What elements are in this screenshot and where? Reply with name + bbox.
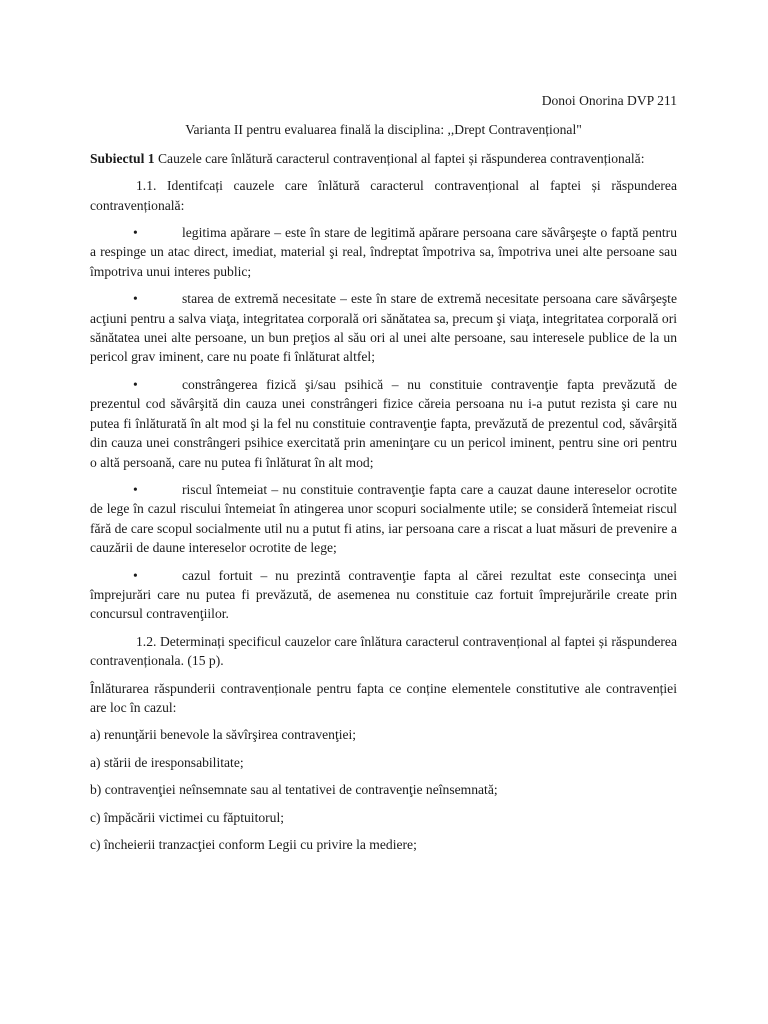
- bullet-icon: •: [133, 376, 138, 392]
- intro-paragraph: Înlăturarea răspunderii contravenționale pentru fapta ce conține elementele constitutive ale contravenției are loc în cazul:: [90, 680, 677, 715]
- case-item: a) stării de iresponsabilitate;: [90, 754, 244, 770]
- bullet-icon: •: [133, 481, 138, 497]
- case-item: a) renunţării benevole la săvîrşirea contravenţiei;: [90, 727, 357, 743]
- subject-label: Subiectul 1: [90, 150, 155, 166]
- subject-text: Cauzele care înlătură caracterul contravențional al faptei și răspunderea contravențională:: [154, 150, 645, 166]
- bullet-icon: •: [133, 291, 138, 307]
- case-item: c) împăcării victimei cu făptuitorul;: [90, 809, 285, 825]
- list-item: [90, 289, 677, 367]
- document-title: Varianta II pentru evaluarea finală la disciplina: ,,Drept Contravențional": [185, 122, 582, 138]
- question-1-1: 1.1. Identifcați cauzele care înlătură caracterul contravențional al faptei și răspunderea contravențională:: [90, 178, 677, 213]
- list-item: [90, 223, 677, 281]
- bullet-text: riscul întemeiat – nu constituie contravenţie fapta care a cauzat daune intereselor ocrotite de lege în cazul riscului întemeiat în atingerea unor scopuri socialmente utile; se consideră întemeiat riscul fără de care scopul socialmente util nu a putut fi atins, iar persoana care a riscat a luat măsuri de prevenire a cauzării de daune intereselor ocrotite de lege;: [90, 481, 677, 556]
- subject-heading: [90, 149, 677, 168]
- bullet-icon: •: [133, 225, 138, 241]
- bullet-text: starea de extremă necesitate – este în stare de extremă necesitate persoana care săvârşeşte acţiuni pentru a salva viaţa, integritatea corporală ori sănătatea sa, precum şi viaţa, integritatea corporală ori sănătatea unei alte persoane, un bun preţios al său ori al unei alte persoane, sau interesele publice de la un pericol grav iminent, care nu poate fi înlăturat altfel;: [90, 291, 677, 365]
- author-line: Donoi Onorina DVP 211: [541, 93, 677, 108]
- list-item: [90, 480, 677, 558]
- question-1-2: 1.2. Determinați specificul cauzelor care înlătura caracterul contravențional al faptei și răspunderea contravenționala. (15 p).: [90, 633, 677, 669]
- list-item: [90, 375, 677, 472]
- bullet-icon: •: [133, 567, 138, 583]
- bullet-text: constrângerea fizică şi/sau psihică – nu constituie contravenţie fapta prevăzută de prezentul cod săvârşită din cauza unei constrângeri fizice căreia persoana nu i-a putut rezista şi care nu putea fi înlăturată în alt mod şi la fel nu constituie contravenţie fapta, prevăzută de prezentul cod, săvârşită din cauza unei constrângeri psihice exercitată prin ameninţare cu un pericol iminent, pentru sine ori pentru o altă persoană, care nu putea fi înlăturat în alt mod;: [90, 376, 677, 470]
- bullet-text: legitima apărare – este în stare de legitimă apărare persoana care săvârşeşte o faptă pentru a respinge un atac direct, imediat, material şi real, îndreptat împotriva sa, împotriva unei alte persoane sau împotriva unui interes public;: [90, 225, 677, 279]
- bullet-text: cazul fortuit – nu prezintă contravenţie fapta al cărei rezultat este consecinţa unei împrejurări care nu putea fi prevăzută, de asemenea nu constituie caz fortuit împrejurările create prin concursul contravenţiilor.: [90, 567, 677, 622]
- list-item: [90, 566, 677, 624]
- document-page: [90, 91, 677, 862]
- case-item: b) contravenţiei neînsemnate sau al tentativei de contravenţie neînsemnată;: [90, 782, 498, 798]
- case-item: c) încheierii tranzacţiei conform Legii cu privire la mediere;: [90, 837, 417, 852]
